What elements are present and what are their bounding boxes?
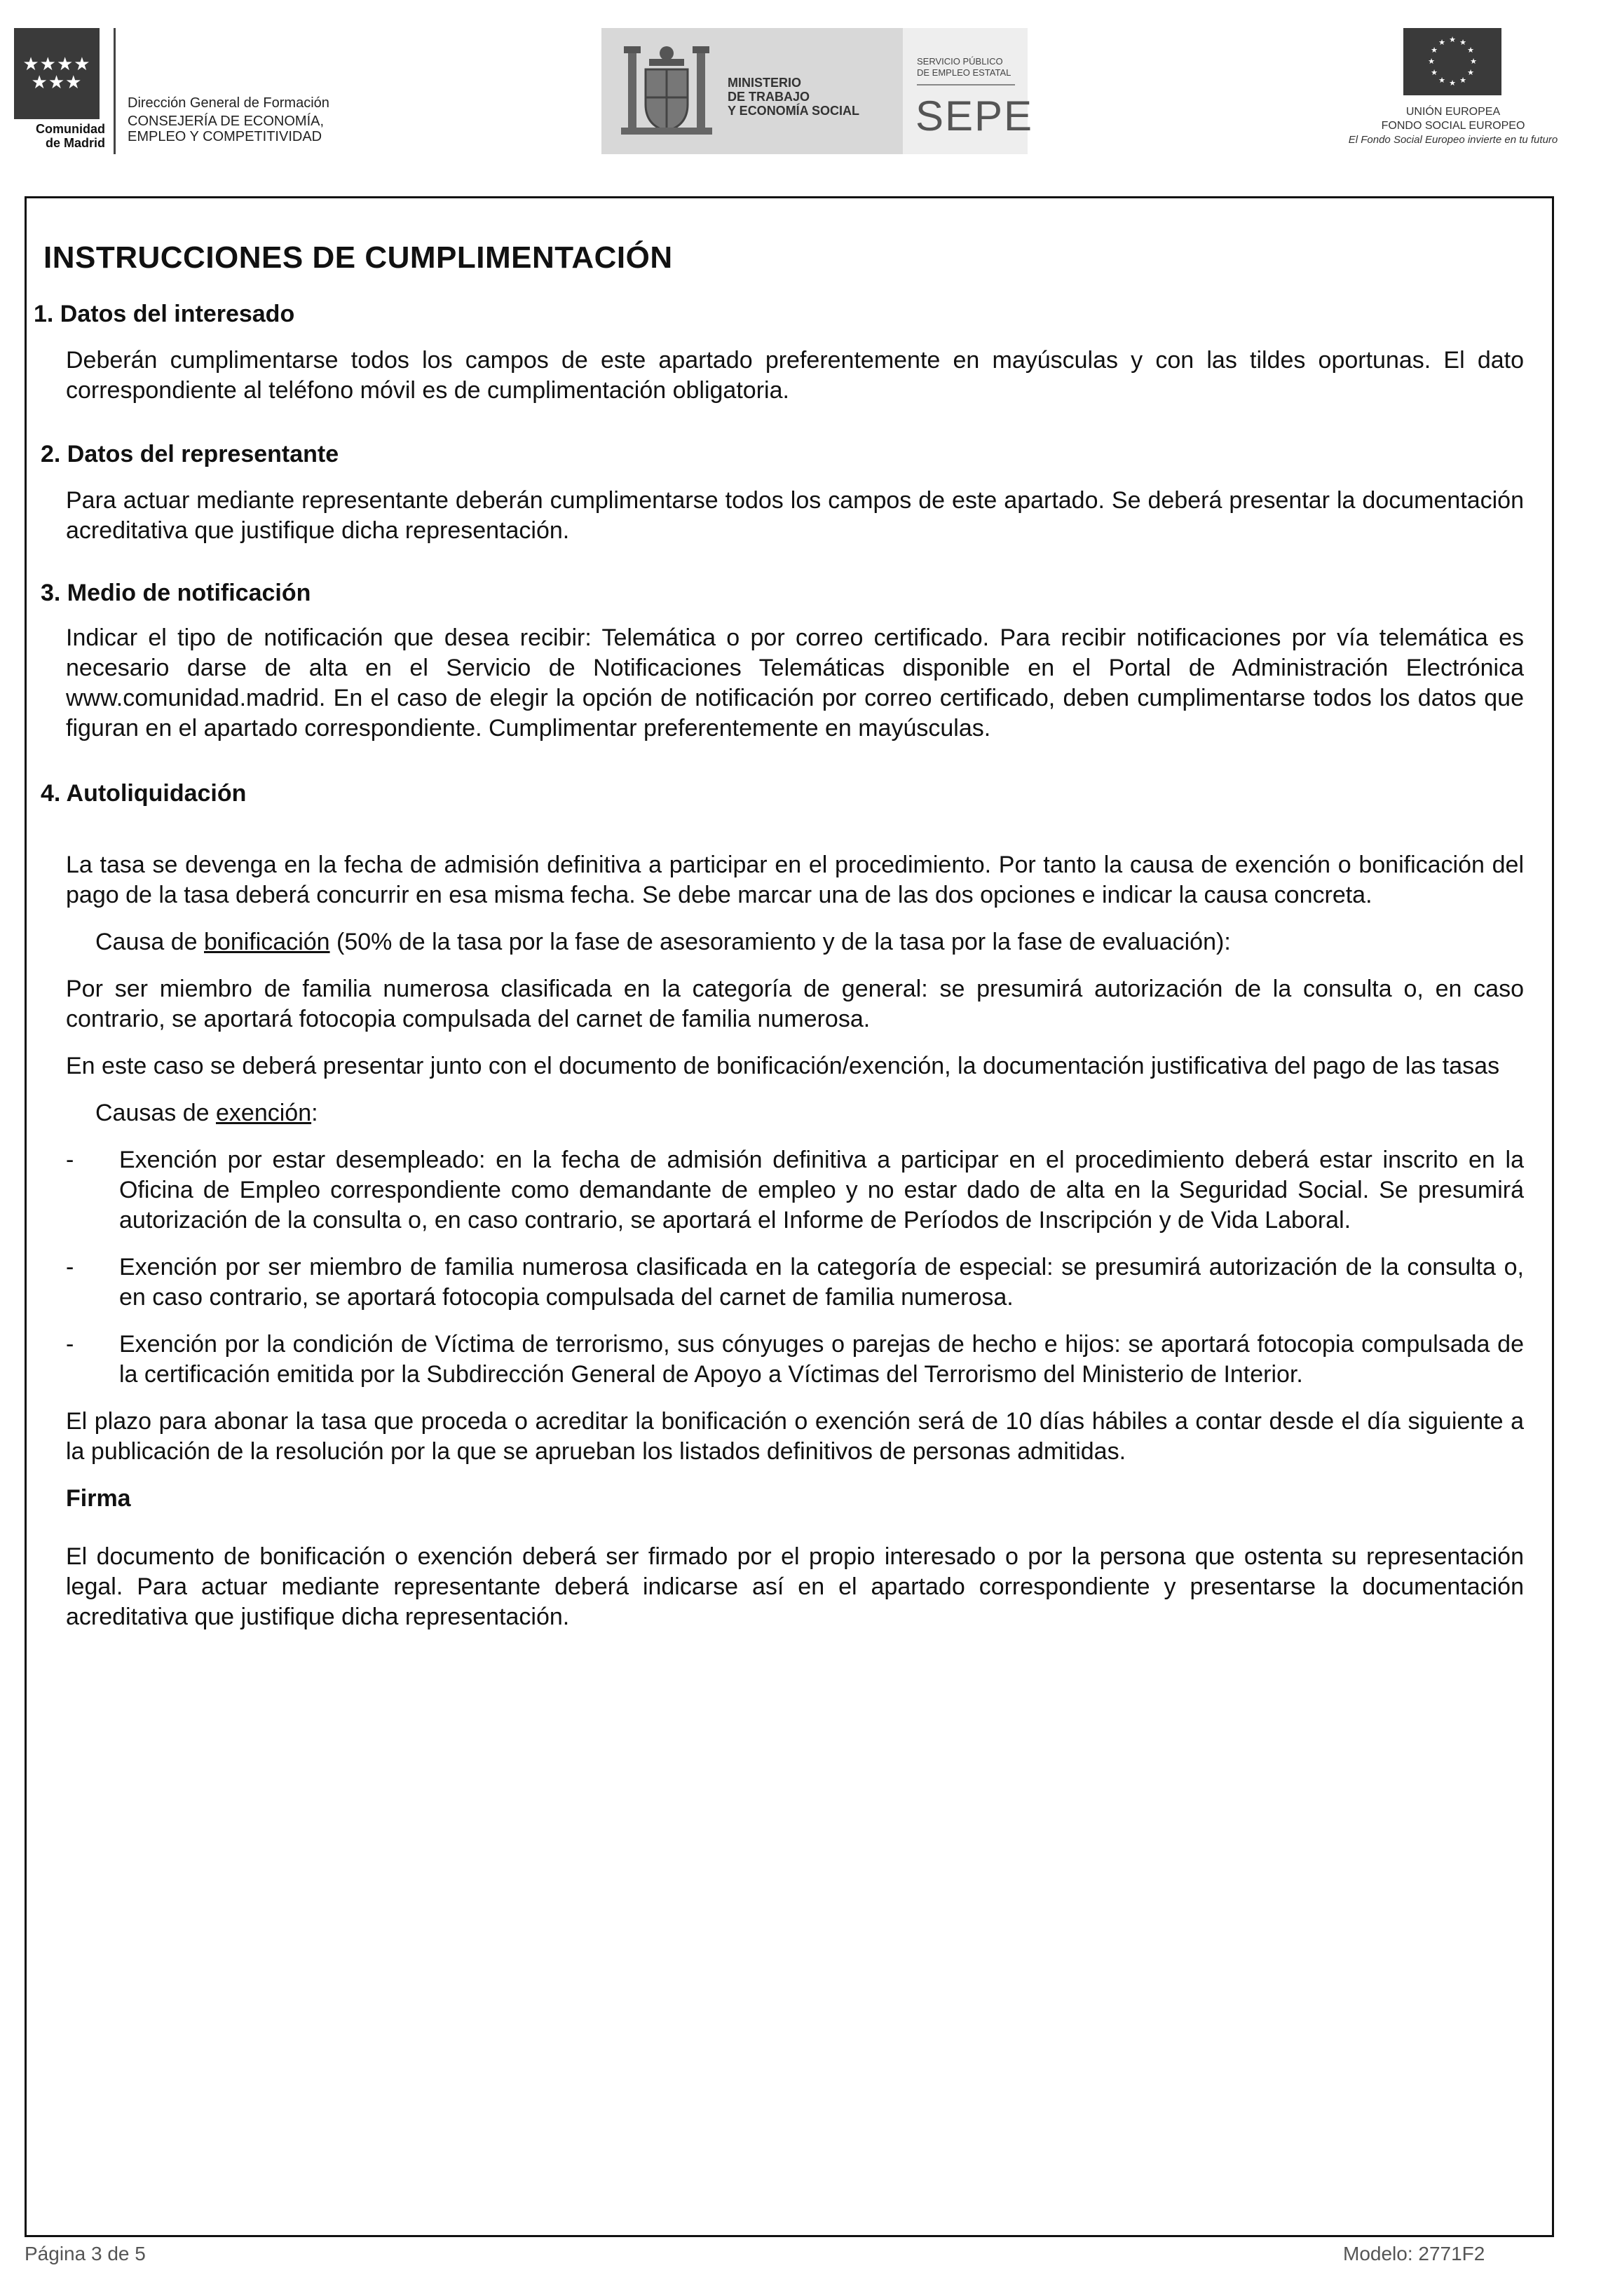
sepe-subtitle: SERVICIO PÚBLICO DE EMPLEO ESTATAL — [917, 56, 1011, 78]
dash-bullet: - — [66, 1147, 74, 1173]
madrid-flag-icon: ★★★★ ★★★ — [14, 28, 100, 119]
exencion-heading: Causas de exención: — [95, 1100, 318, 1126]
svg-text:★: ★ — [1449, 78, 1456, 88]
list-item: - Exención por estar desempleado: en la fecha de admisión definitiva a participar en el procedimiento deberá estar inscrito en la Oficina de Empleo correspondiente como demandante de empleo y no estar dado de alta en la Seguridad Social. Se presumirá autorización de la consulta o, en caso contrario, se aportará el Informe de Períodos de Inscripción y de Vida Laboral. — [66, 1145, 1524, 1236]
ministry-name: MINISTERIO DE TRABAJO Y ECONOMÍA SOCIAL — [728, 76, 860, 118]
page-title: INSTRUCCIONES DE CUMPLIMENTACIÓN — [43, 240, 673, 275]
section-1-heading: 1. Datos del interesado — [34, 301, 295, 327]
bonificacion-text: Por ser miembro de familia numerosa clasificada en la categoría de general: se presumirá autorización de la consulta o, en caso contrario, se aportará fotocopia compulsada del carnet de familia numerosa. — [66, 976, 1524, 1032]
eu-caption: UNIÓN EUROPEA FONDO SOCIAL EUROPEO El Fondo Social Europeo invierte en tu futuro — [1348, 106, 1558, 146]
bonificacion-note: En este caso se deberá presentar junto con el documento de bonificación/exención, la documentación justificativa del pago de las tasas — [66, 1053, 1500, 1079]
sepe-logo — [903, 28, 1034, 154]
madrid-department: Dirección General de Formación CONSEJERÍA DE ECONOMÍA, EMPLEO Y COMPETITIVIDAD — [128, 95, 329, 144]
svg-text:★: ★ — [1431, 46, 1438, 55]
list-item: - Exención por ser miembro de familia numerosa clasificada en la categoría de especial: se presumirá autorización de la consulta o, en caso contrario, se aportará fotocopia compulsada del carnet de familia numerosa. — [66, 1252, 1524, 1313]
dash-bullet: - — [66, 1254, 74, 1280]
section-4-body — [66, 850, 1524, 1649]
eu-fse-logo — [1346, 28, 1556, 154]
coat-of-arms-icon — [614, 38, 719, 143]
list-item: - Exención por la condición de Víctima de terrorismo, sus cónyuges o parejas de hecho e hijos: se aportará fotocopia compulsada de la certificación emitida por la Subdirección General de Apoyo a Víctimas del Terrorismo del Ministerio de Interior. — [66, 1330, 1524, 1390]
svg-text:★: ★ — [1438, 76, 1445, 85]
ministry-sepe-logo — [601, 28, 1034, 154]
svg-text:★: ★ — [1459, 38, 1466, 47]
eu-flag-icon — [1403, 28, 1501, 95]
svg-text:★: ★ — [1470, 57, 1477, 66]
svg-text:★: ★ — [1467, 68, 1474, 77]
section-1-text: Deberán cumplimentarse todos los campos de este apartado preferentemente en mayúsculas y con las tildes oportunas. El dato correspondiente al teléfono móvil es de cumplimentación obligatoria. — [66, 347, 1524, 404]
section-3-text: Indicar el tipo de notificación que desea recibir: Telemática o por correo certificado. Para recibir notificaciones por vía telemática es necesario darse de alta en el Servicio de Notificaciones Telemáticas disponible en el Portal de Administración Electrónica www.comunidad.madrid. En el caso de elegir la opción de notificación por correo certificado, deben cumplimentarse todos los datos que figuran en el apartado correspondiente. Cumplimentar preferentemente en mayúsculas. — [66, 624, 1524, 742]
section-2-text: Para actuar mediante representante deberán cumplimentarse todos los campos de este apartado. Se deberá presentar la documentación acreditativa que justifique dicha representación. — [66, 487, 1524, 544]
svg-text:★: ★ — [1459, 76, 1466, 85]
plazo-text: El plazo para abonar la tasa que proceda o acreditar la bonificación o exención será de 10 días hábiles a contar desde el día siguiente a la publicación de la resolución por la que se aprueban los listados definitivos de personas admitidas. — [66, 1408, 1524, 1465]
svg-text:★: ★ — [1431, 68, 1438, 77]
instructions-frame — [25, 196, 1554, 2237]
page-number: Página 3 de 5 — [25, 2243, 146, 2264]
sepe-wordmark: SEPE — [915, 93, 1034, 139]
bonificacion-heading: Causa de bonificación (50% de la tasa por la fase de asesoramiento y de la tasa por la fase de evaluación): — [95, 929, 1231, 955]
comunidad-madrid-logo — [14, 28, 365, 154]
section-3-heading: 3. Medio de notificación — [41, 580, 311, 606]
svg-text:★: ★ — [1449, 35, 1456, 44]
autoliquidacion-intro: La tasa se devenga en la fecha de admisión definitiva a participar en el procedimiento. Por tanto la causa de exención o bonificación del pago de la tasa deberá concurrir en esa misma fecha. Se debe marcar una de las dos opciones e indicar la causa concreta. — [66, 852, 1524, 908]
svg-text:★: ★ — [1438, 38, 1445, 47]
dash-bullet: - — [66, 1331, 74, 1358]
firma-heading: Firma — [66, 1485, 131, 1512]
model-number: Modelo: 2771F2 — [1343, 2243, 1485, 2264]
firma-text: El documento de bonificación o exención deberá ser firmado por el propio interesado o por la persona que ostenta su representación legal. Para actuar mediante representante deberá indicarse así en el apartado correspondiente y presentarse la documentación acreditativa que justifique dicha representación. — [66, 1543, 1524, 1630]
svg-text:★: ★ — [1467, 46, 1474, 55]
page-header — [0, 0, 1601, 175]
svg-text:★: ★ — [1428, 57, 1435, 66]
section-4-heading: 4. Autoliquidación — [41, 780, 247, 807]
logo-divider — [114, 28, 116, 154]
madrid-name: Comunidad de Madrid — [36, 122, 105, 150]
section-2-heading: 2. Datos del representante — [41, 441, 339, 467]
